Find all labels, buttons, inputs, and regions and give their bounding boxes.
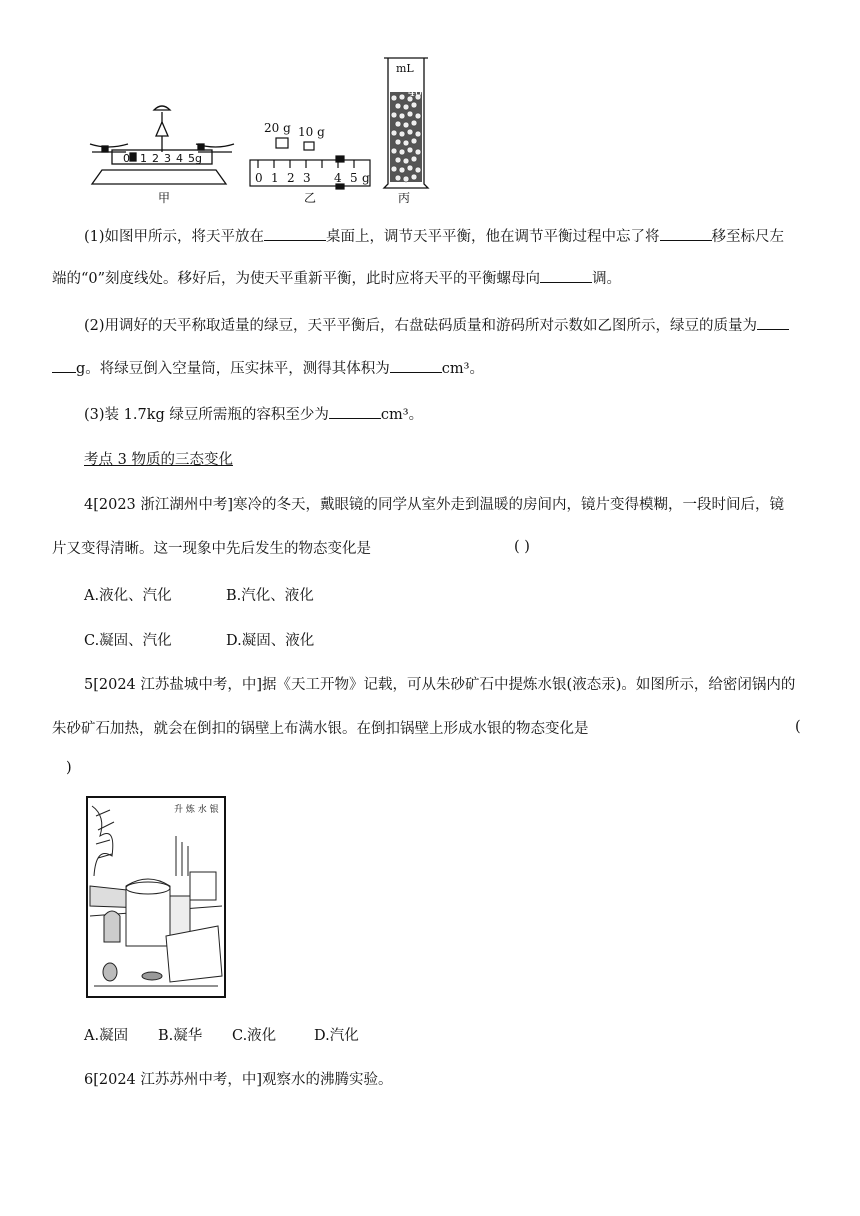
q4-option-a[interactable]: A.液化、汽化 <box>84 588 172 604</box>
answer-blank[interactable] <box>757 315 789 330</box>
q2-text: 桌面上，调节天平平衡，他在调节平衡过程中忘了将 <box>326 229 660 245</box>
weight-10g-label: 10 g <box>298 125 325 139</box>
label-yi: 乙 <box>304 191 317 205</box>
weight-20g-label: 20 g <box>264 121 291 135</box>
section-title: 考点 3 物质的三态变化 <box>84 452 233 468</box>
balance-tick: 0 <box>123 152 130 165</box>
experiment-figure <box>86 52 446 212</box>
q5-paren-open[interactable]: ( <box>795 719 801 735</box>
cylinder-mark: 40 <box>408 86 422 99</box>
q4-option-d[interactable]: D.凝固、液化 <box>226 633 315 649</box>
scale-tick: 5 <box>350 171 358 185</box>
answer-blank[interactable] <box>52 358 76 373</box>
q4-line2: 片又变得清晰。这一现象中先后发生的物态变化是 <box>52 541 371 557</box>
q2-text: g。将绿豆倒入空量筒，压实抹平，测得其体积为 <box>76 361 390 377</box>
answer-blank[interactable] <box>660 226 712 241</box>
balance-jia <box>90 106 234 184</box>
balance-tick: 4 <box>176 152 183 165</box>
cylinder-unit: mL <box>396 62 414 75</box>
scale-tick: 0 <box>255 171 263 185</box>
q4-option-c[interactable]: C.凝固、汽化 <box>84 633 172 649</box>
woodcut-illustration <box>86 796 226 998</box>
scale-tick: 1 <box>271 171 279 185</box>
q2-part1-line2 <box>52 268 860 289</box>
q2-text: (2)用调好的天平称取适量的绿豆，天平平衡后，右盘砝码质量和游码所对示数如乙图所示，绿豆的质量为 <box>84 318 758 334</box>
q2-text: cm³。 <box>441 361 484 377</box>
q5-option-a[interactable]: A.凝固 <box>84 1028 129 1044</box>
q5-option-d[interactable]: D.汽化 <box>314 1028 359 1044</box>
answer-blank[interactable] <box>329 404 381 419</box>
q4-answer-paren[interactable]: ( ) <box>514 539 530 555</box>
q4-line1: 4[2023 浙江湖州中考]寒冷的冬天，戴眼镜的同学从室外走到温暖的房间内，镜片变得模糊，一段时间后，镜 <box>84 497 785 513</box>
q2-text: (1)如图甲所示，将天平放在 <box>84 229 265 245</box>
q2-part2-line2 <box>52 358 860 379</box>
label-bing: 丙 <box>398 191 411 205</box>
label-jia: 甲 <box>158 191 171 205</box>
balance-tick: 3 <box>164 152 171 165</box>
q2-part1-line1 <box>84 226 860 247</box>
q2-text: 端的“0”刻度线处。移好后，为使天平重新平衡，此时应将天平的平衡螺母向 <box>52 271 541 287</box>
q2-text: 移至标尺左 <box>711 229 785 245</box>
woodcut-title: 升 炼 水 银 <box>174 805 219 815</box>
answer-blank[interactable] <box>264 226 326 241</box>
section-heading <box>84 450 860 470</box>
balance-tick: 2 <box>152 152 159 165</box>
q4-option-b[interactable]: B.汽化、液化 <box>226 588 314 604</box>
scale-tick: g <box>362 171 370 185</box>
q2-text: cm³。 <box>380 407 424 423</box>
q5-paren-close[interactable]: ) <box>66 760 72 776</box>
answer-blank[interactable] <box>390 358 442 373</box>
scale-tick: 4 <box>334 171 342 185</box>
q5-line2: 朱砂矿石加热，就会在倒扣的锅壁上布满水银。在倒扣锅壁上形成水银的物态变化是 <box>52 721 589 737</box>
q5-option-b[interactable]: B.凝华 <box>158 1028 203 1044</box>
q6-line1: 6[2024 江苏苏州中考，中]观察水的沸腾实验。 <box>84 1072 393 1088</box>
q2-text: (3)装 1.7kg 绿豆所需瓶的容积至少为 <box>84 407 329 423</box>
answer-blank[interactable] <box>540 268 592 283</box>
scale-tick: 3 <box>303 171 311 185</box>
scale-tick: 2 <box>287 171 295 185</box>
balance-tick: 5g <box>188 152 202 165</box>
q5-option-c[interactable]: C.液化 <box>232 1028 277 1044</box>
q5-line1: 5[2024 江苏盐城中考，中]据《天工开物》记载，可从朱砂矿石中提炼水银(液态汞)。如图所示，给密闭锅内的 <box>84 677 796 693</box>
q2-text: 调。 <box>592 271 622 287</box>
balance-tick: 1 <box>140 152 147 165</box>
q2-part3 <box>84 404 860 425</box>
q2-part2-line1 <box>84 315 860 336</box>
